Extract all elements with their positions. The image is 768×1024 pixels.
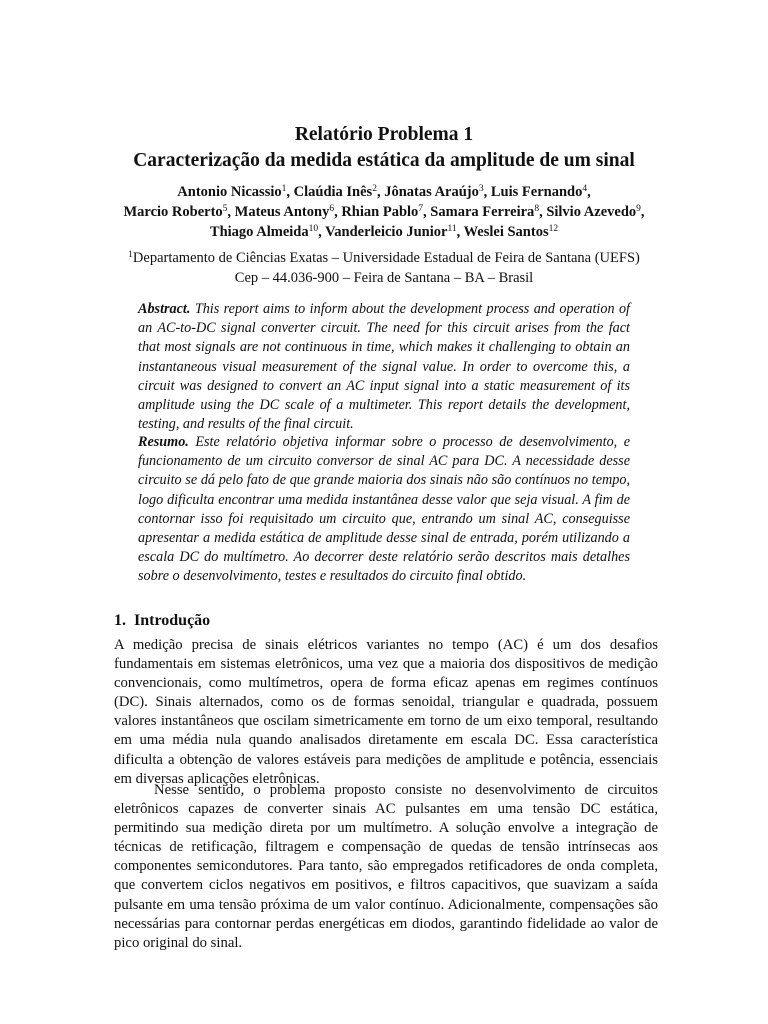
author: Jônatas Araújo$^3$, <box>384 184 491 200</box>
author: Claúdia Inês$^2$, <box>293 184 385 200</box>
affiliation <box>80 249 688 288</box>
section-title: Introdução <box>134 612 211 629</box>
body-paragraph: Nesse sentido, o problema proposto consiste no desenvolvimento de circuitos eletrônicos capazes de converter sinais AC pulsantes em uma tensão DC estática, permitindo sua medição direta por um multímetro. A solução envolve a integração de técnicas de retificação, filtragem e compensação de quedas de tensão intrínsecas aos componentes semicondutores. Para tanto, são empregados retificadores de onda completa, que convertem ciclos negativos em positivos, e filtros capacitivos, que suavizam a saída pulsante em uma tensão próxima de um valor contínuo. Adicionalmente, compensações são necessárias para contornar perdas energéticas em diodos, garantindo fidelidade ao valor de pico original do sinal. <box>114 782 658 951</box>
resumo <box>138 433 630 587</box>
resumo-label: Resumo. <box>138 434 189 450</box>
author: Samara Ferreira$^8$, <box>430 204 547 220</box>
author-list <box>100 182 668 242</box>
abstract <box>138 300 630 434</box>
abstract-text: This report aims to inform about the development process and operation of an AC-to-DC signal converter circuit. The need for this circuit arises from the fact that most signals are not continuous in time, which makes it challenging to obtain an instantaneous visual measurement of the signal value. In order to overcome this, a circuit was designed to convert an AC input signal into a static measurement of its amplitude using the DC scale of a multimeter. This report details the development, testing, and results of the final circuit. <box>138 301 630 433</box>
section-number: 1. <box>114 612 126 629</box>
abstract-label: Abstract. <box>138 301 191 317</box>
author: Vanderleicio Junior$^{11}$, <box>325 224 464 240</box>
body-paragraph: A medição precisa de sinais elétricos variantes no tempo (AC) é um dos desafios fundamentais em sistemas eletrônicos, uma vez que a maioria dos dispositivos de medição convencionais, como multímetros, opera de forma eficaz apenas em regimes contínuos (DC). Sinais alternados, como os de formas senoidal, triangular e quadrada, possuem valores instantâneos que oscilam simetricamente em torno de um eixo temporal, resultando em uma média nula quando analisados diretamente em escala DC. Essa característica dificulta a obtenção de valores estáveis para medições de amplitude e potência, essenciais em diversas aplicações eletrônicas. <box>114 637 658 787</box>
author: Luis Fernando$^4$, <box>490 184 591 200</box>
paper-title-line-1: Relatório Problema 1 <box>294 124 474 145</box>
author: Marcio Roberto$^5$, <box>123 204 235 220</box>
author: Silvio Azevedo$^9$, <box>546 204 645 220</box>
affiliation-line-2: Cep – 44.036-900 – Feira de Santana – BA – Brasil <box>234 269 534 286</box>
author: Mateus Antony$^6$, <box>234 204 342 220</box>
resumo-text: Este relatório objetiva informar sobre o processo de desenvolvimento, e funcionamento de um circuito conversor de sinal AC para DC. A necessidade desse circuito se dá pelo fato de que grande maioria dos sinais não são contínuos no tempo, logo dificulta encontrar uma medida instantânea desse valor que seja visual. A fim de contornar isso foi requisitado um circuito que, entrando um sinal AC, conseguisse apresentar a medida estática de amplitude desse sinal de entrada, porém utilizando a escala DC do multímetro. Ao decorrer deste relatório serão descritos mais detalhes sobre o desenvolvimento, testes e resultados do circuito final obtido. <box>138 434 630 585</box>
section-heading <box>114 611 210 631</box>
author: Thiago Almeida$^{10}$, <box>209 224 326 240</box>
paper-title-line-2: Caracterização da medida estática da amplitude de um sinal <box>133 150 635 171</box>
author: Antonio Nicassio$^1$, <box>177 184 294 200</box>
affiliation-marker: 1 <box>128 250 133 260</box>
author: Rhian Pablo$^7$, <box>341 204 431 220</box>
affiliation-line-1: Departamento de Ciências Exatas – Universidade Estadual de Feira de Santana (UEFS) <box>132 250 640 266</box>
author: Weslei Santos$^{12}$ <box>463 224 559 240</box>
